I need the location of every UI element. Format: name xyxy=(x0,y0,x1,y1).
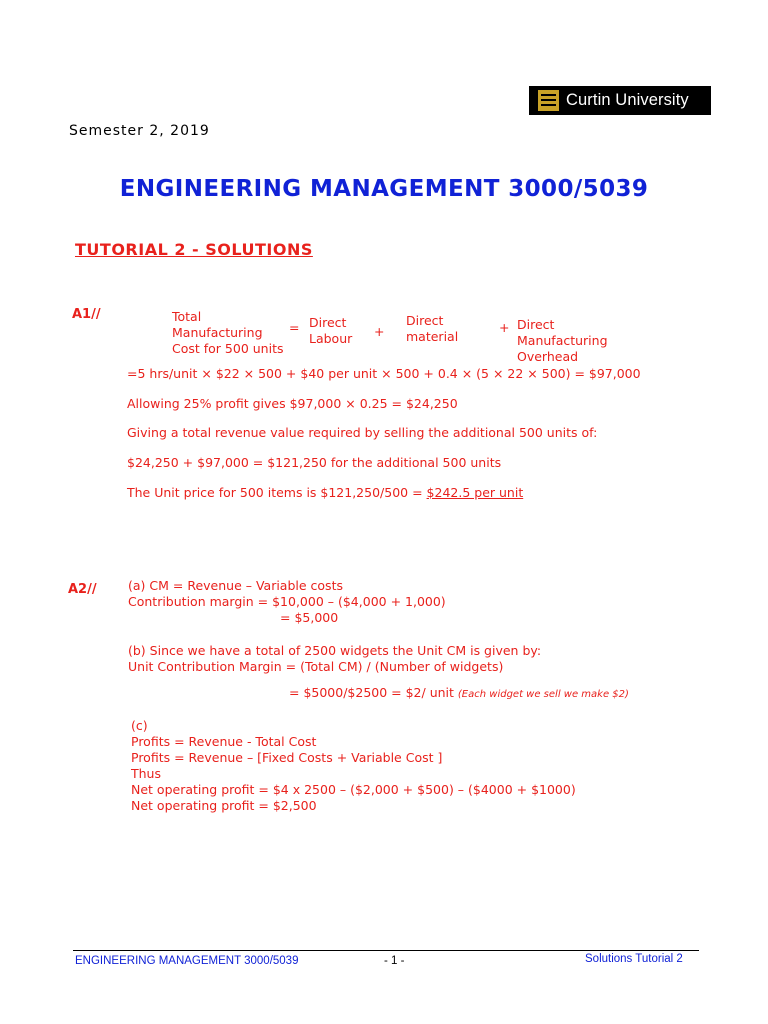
page-number: - 1 - xyxy=(384,955,405,967)
document-title: ENGINEERING MANAGEMENT 3000/5039 xyxy=(119,176,649,202)
a1-profit-line: Allowing 25% profit gives $97,000 × 0.25 = $24,250 xyxy=(127,396,458,411)
a2-part-b-result xyxy=(289,685,629,703)
a2-line: Net operating profit = $4 x 2500 – ($2,000 + $500) – ($4000 + $1000) xyxy=(131,782,576,797)
crest-icon xyxy=(538,90,559,111)
b-note: (Each widget we sell we make $2) xyxy=(457,689,629,700)
a2-line: = $5,000 xyxy=(280,610,339,625)
logo-text: Curtin University xyxy=(566,91,689,109)
a2-line: Thus xyxy=(131,766,161,781)
term-line: Direct xyxy=(517,317,555,332)
a2-part-a xyxy=(128,578,446,626)
answer-1-label: A1// xyxy=(72,307,101,322)
term-direct-labour xyxy=(309,315,352,347)
semester-label: Semester 2, 2019 xyxy=(69,123,210,139)
a2-part-b xyxy=(128,643,541,675)
answer-2-label: A2// xyxy=(68,582,97,597)
term-direct-overhead xyxy=(517,317,608,365)
document-subtitle: TUTORIAL 2 - SOLUTIONS xyxy=(75,240,313,259)
term-direct-material xyxy=(406,313,458,345)
a1-unit-price-line xyxy=(127,485,523,500)
term-line: Total xyxy=(172,309,202,324)
a2-line: Unit Contribution Margin = (Total CM) / (Number of widgets) xyxy=(128,659,504,674)
term-line: Direct xyxy=(309,315,347,330)
term-line: Labour xyxy=(309,331,353,346)
unit-price-prefix: The Unit price for 500 items is $121,250/500 = xyxy=(127,485,427,500)
a1-revenue-line: Giving a total revenue value required by selling the additional 500 units of: xyxy=(127,425,598,440)
unit-price-answer: $242.5 per unit xyxy=(426,485,524,500)
plus-sign: + xyxy=(499,320,510,335)
term-line: Manufacturing xyxy=(172,325,263,340)
footer-left-text: ENGINEERING MANAGEMENT 3000/5039 xyxy=(75,955,299,967)
a1-total-line: $24,250 + $97,000 = $121,250 for the additional 500 units xyxy=(127,455,502,470)
term-total-cost xyxy=(172,309,284,357)
term-line: Direct xyxy=(406,313,444,328)
a2-part-c xyxy=(131,718,576,814)
a2-line: (a) CM = Revenue – Variable costs xyxy=(128,578,343,593)
term-line: Cost for 500 units xyxy=(172,341,284,356)
term-line: material xyxy=(406,329,459,344)
a2-line: Net operating profit = $2,500 xyxy=(131,798,317,813)
plus-sign: + xyxy=(374,324,385,339)
equals-sign: = xyxy=(289,320,300,335)
a2-line: (b) Since we have a total of 2500 widgets the Unit CM is given by: xyxy=(128,643,542,658)
a2-line: Contribution margin = $10,000 – ($4,000 + 1,000) xyxy=(128,594,446,609)
a2-line: Profits = Revenue - Total Cost xyxy=(131,734,317,749)
footer-divider xyxy=(73,950,699,951)
footer-right-text: Solutions Tutorial 2 xyxy=(585,953,683,965)
term-line: Overhead xyxy=(517,349,579,364)
term-line: Manufacturing xyxy=(517,333,608,348)
a1-calc-line: =5 hrs/unit × $22 × 500 + $40 per unit × 500 + 0.4 × (5 × 22 × 500) = $97,000 xyxy=(127,366,641,381)
b-result: = $5000/$2500 = $2/ unit xyxy=(289,685,454,700)
a2-line: (c) xyxy=(131,718,148,733)
a2-line: Profits = Revenue – [Fixed Costs + Variable Cost ] xyxy=(131,750,443,765)
curtin-logo xyxy=(529,86,711,115)
